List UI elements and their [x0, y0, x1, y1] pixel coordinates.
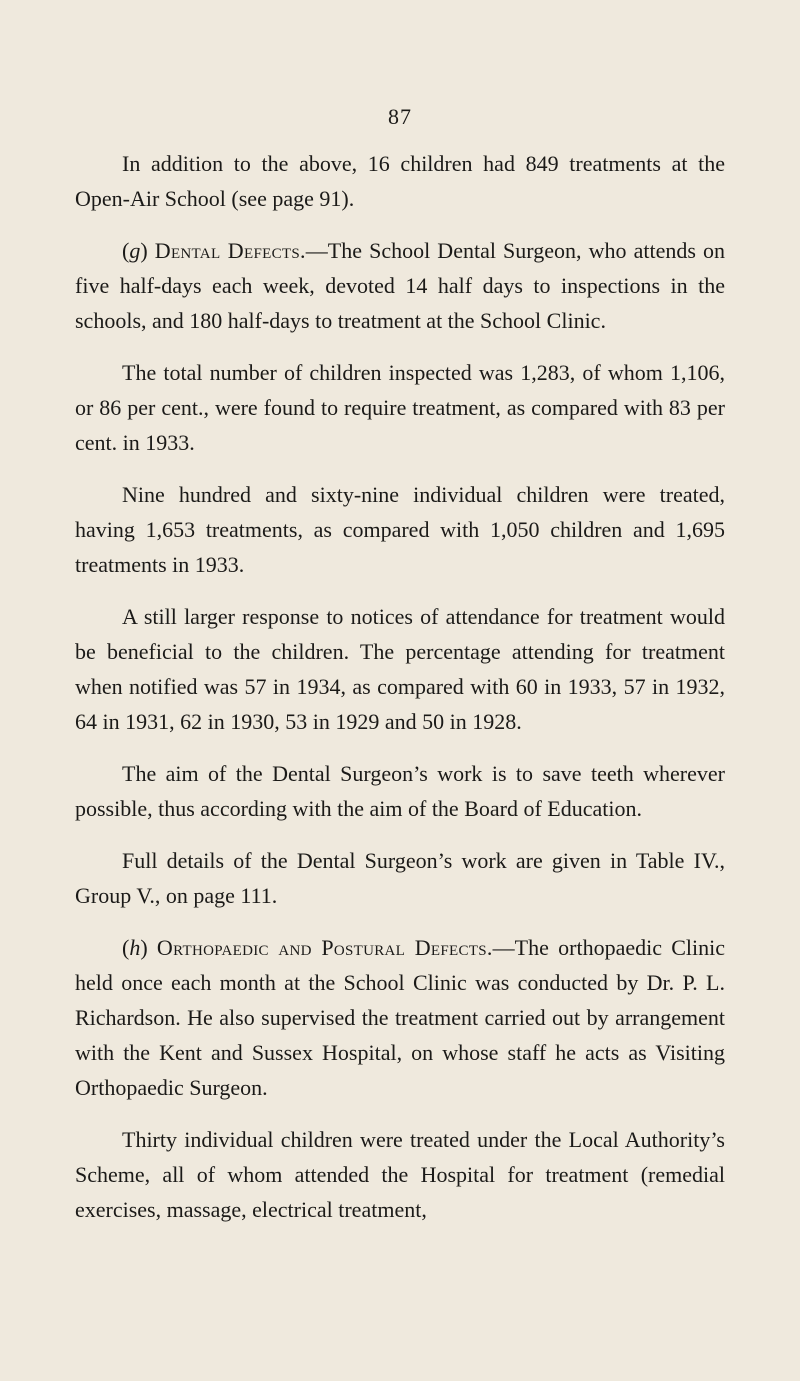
section-g-letter: g — [129, 238, 141, 263]
paragraph-orthopaedic-defects: (h) Orthopaedic and Postural Defects.—The orthopaedic Clinic held once each month at the School Clinic was conducted by Dr. P. L. Richardson. He also supervised the treatment carried out by arrangement with the Kent and Sussex Hospital, on whose staff he acts as Visiting Orthopaedic Surgeon. — [75, 935, 726, 1100]
paragraph-children-treated: Nine hundred and sixty-nine individual children were treated, having 1,653 treatments, as compared with 1,050 children and 1,695 treatments in 1933. — [75, 482, 725, 577]
section-h-letter: h — [129, 935, 141, 960]
paragraph-local-authority-scheme: Thirty individual children were treated under the Local Authority’s Scheme, all of whom attended the Hospital for treatment (remedial exercises, massage, electrical treatment, — [75, 1127, 725, 1222]
paragraph-dental-aim: The aim of the Dental Surgeon’s work is to save teeth wherever possible, thus according with the aim of the Board of Education. — [75, 761, 725, 821]
dental-defects-text: The School Dental Surgeon, who attends on five half-days each week, devoted 14 half days to inspections in the schools, and 180 half-days to treatment at the School Clinic. — [75, 238, 726, 333]
section-g-heading: Dental Defects. — [154, 238, 306, 263]
paragraph-dental-defects: (g) Dental Defects.—The School Dental Surgeon, who attends on five half-days each week, devoted 14 half days to inspections in the schools, and 180 half-days to treatment at the School Clinic. — [75, 238, 726, 333]
page-body — [75, 146, 725, 1227]
page-number: 87 — [388, 104, 412, 129]
paragraph-full-details: Full details of the Dental Surgeon’s work are given in Table IV., Group V., on page 111. — [75, 848, 725, 908]
section-h-heading: Orthopaedic and Postural Defects. — [156, 935, 493, 960]
orthopaedic-text: The orthopaedic Clinic held once each month at the School Clinic was conducted by Dr. P. L. Richardson. He also supervised the treatment carried out by arrangement with the Kent and Sussex Hospital, on whose staff he acts as Visiting Orthopaedic Surgeon. — [75, 935, 726, 1100]
paragraph-children-inspected: The total number of children inspected was 1,283, of whom 1,106, or 86 per cent., were found to require treatment, as compared with 83 per cent. in 1933. — [75, 360, 725, 455]
paragraph-attendance-percentage: A still larger response to notices of attendance for treatment would be beneficial to the children. The percentage attending for treatment when notified was 57 in 1934, as compared with 60 in 1933, 57 in 1932, 64 in 1931, 62 in 1930, 53 in 1929 and 50 in 1928. — [75, 604, 725, 734]
paragraph-open-air-treatments: In addition to the above, 16 children had 849 treatments at the Open-Air School (see page 91). — [75, 151, 725, 211]
